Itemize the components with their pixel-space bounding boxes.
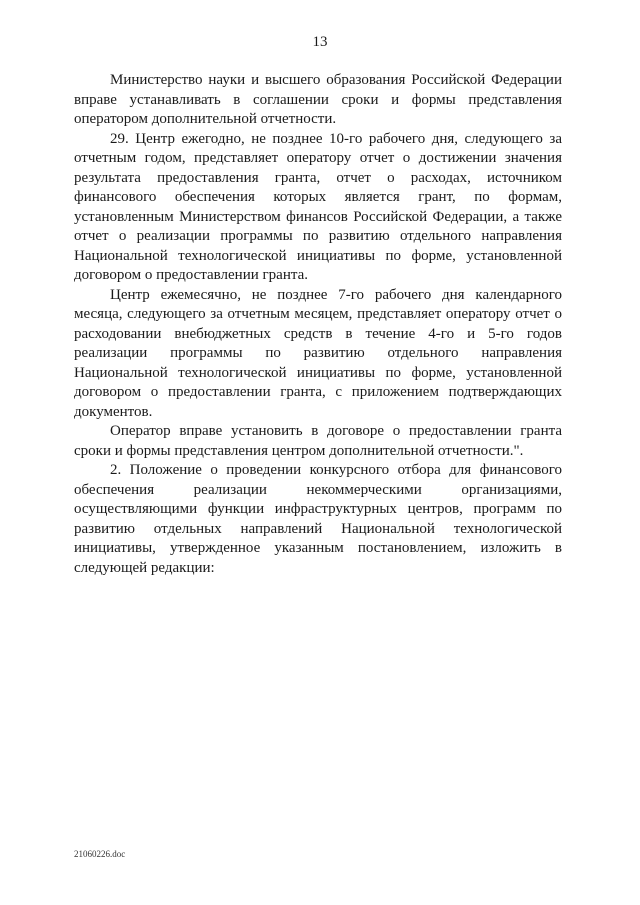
paragraph-monthly-report: Центр ежемесячно, не позднее 7-го рабочего дня календарного месяца, следующего за отчетным месяцем, представляет оператору отчет о расходовании внебюджетных средств в течение 4-го и 5-го годов реализации программы по развитию отдельного направления Национальной технологической инициативы по форме, установленной договором о предоставлении гранта, с приложением подтверждающих документов. [74,286,562,420]
paragraph-2-regulation: 2. Положение о проведении конкурсного отбора для финансового обеспечения реализации некоммерческими организациями, осуществляющими функции инфраструктурных центров, программ по развитию отдельных направлений Национальной технологической инициативы, утвержденное указанным постановлением, изложить в следующей редакции: [74,462,562,576]
page-number: 13 [312,34,328,50]
document-footer-code: 21060226.doc [74,849,126,859]
paragraph-29-annual-report: 29. Центр ежегодно, не позднее 10-го рабочего дня, следующего за отчетным годом, представляет оператору отчет о достижении значения результата предоставления гранта, отчет о расходах, источником финансового обеспечения которых является грант, по формам, установленным Министерством финансов Российской Федерации, а также отчет о реализации программы по развитию отдельного направления Национальной технологической инициативы по форме, установленной договором о предоставлении гранта. [74,130,562,283]
paragraph-ministry-rights: Министерство науки и высшего образования Российской Федерации вправе устанавливать в соглашении сроки и формы представления оператором дополнительной отчетности. [74,72,562,127]
document-body [74,71,562,578]
paragraph-operator-rights: Оператор вправе установить в договоре о предоставлении гранта сроки и формы представления центром дополнительной отчетности.". [74,423,562,459]
